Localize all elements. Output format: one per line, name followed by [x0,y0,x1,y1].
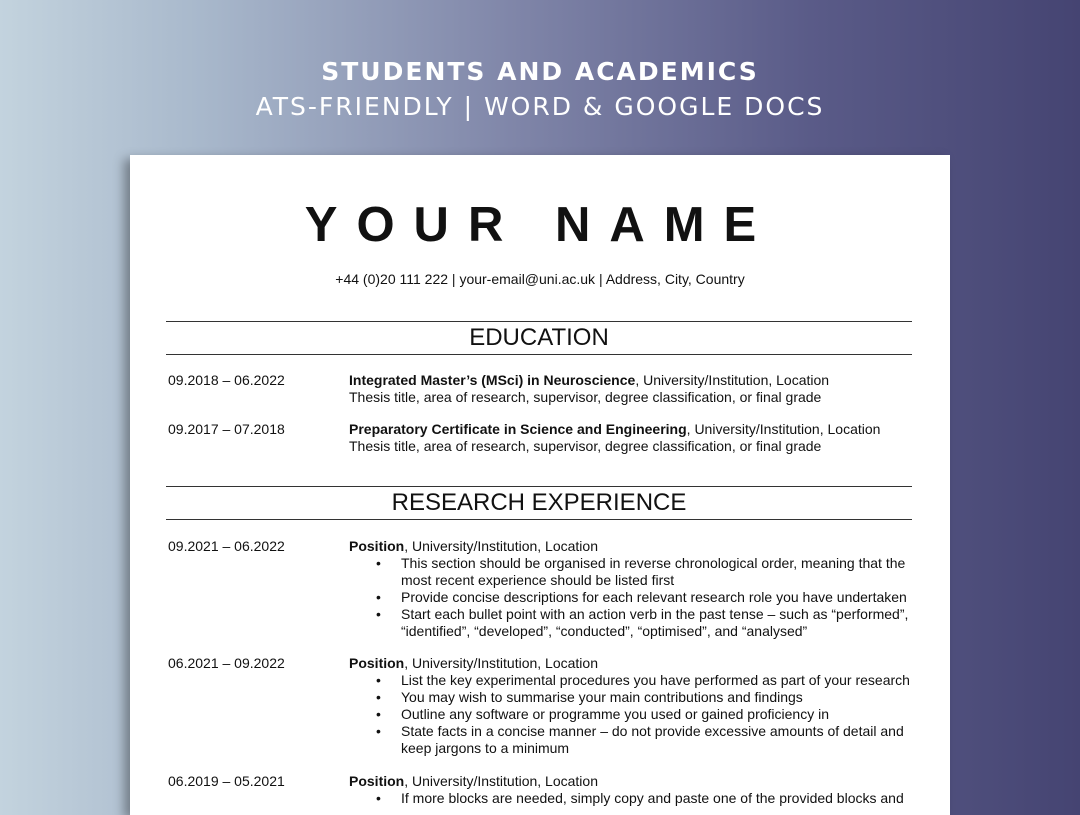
resume-page [130,155,950,815]
entry-title: Position [349,655,405,671]
entry-body [349,655,912,757]
entry-detail: Thesis title, area of research, supervisor, degree classification, or final grade [349,389,822,405]
entry-institution: , University/Institution, Location [404,773,598,789]
section-heading-research: RESEARCH EXPERIENCE [166,486,912,520]
resume-name: YOUR NAME [304,198,776,252]
bullet-item: • State facts in a concise manner – do not provide excessive amounts of detail and keep jargons to a minimum [401,723,912,757]
bullet-list [349,555,912,640]
entry-date: 06.2019 – 05.2021 [168,773,285,789]
bullet-item: • Outline any software or programme you used or gained proficiency in [401,706,912,723]
entry-detail: Thesis title, area of research, supervisor, degree classification, or final grade [349,438,822,454]
entry-date: 09.2018 – 06.2022 [168,372,285,388]
entry-institution: , University/Institution, Location [404,538,598,554]
bullet-item: • If more blocks are needed, simply copy and paste one of the provided blocks and [401,790,912,807]
entry-institution: , University/Institution, Location [686,421,881,437]
bullet-item: • You may wish to summarise your main contributions and findings [401,689,912,706]
entry-date: 06.2021 – 09.2022 [168,655,285,671]
banner-title: STUDENTS AND ACADEMICS [321,57,759,86]
entry-institution: , University/Institution, Location [635,372,830,388]
bullet-item: • List the key experimental procedures you have performed as part of your research [401,672,912,689]
section-heading-education: EDUCATION [166,321,912,355]
entry-title: Preparatory Certificate in Science and Engineering [349,421,687,437]
entry-institution: , University/Institution, Location [404,655,598,671]
entry-title: Integrated Master’s (MSci) in Neuroscience [349,372,636,388]
bullet-item: • Start each bullet point with an action verb in the past tense – such as “performed”, “identified”, “developed”, “conducted”, “optimised”, and “analysed” [401,606,912,640]
entry-title: Position [349,538,405,554]
entry-date: 09.2021 – 06.2022 [168,538,285,554]
bullet-item: • Provide concise descriptions for each relevant research role you have undertaken [401,589,912,606]
promo-banner [0,56,1080,126]
bullet-item: • This section should be organised in reverse chronological order, meaning that the most recent experience should be listed first [401,555,912,589]
bullet-list [349,672,912,757]
entry-body [349,773,912,807]
entry-body [349,538,912,640]
banner-subtitle: ATS-FRIENDLY | WORD & GOOGLE DOCS [255,92,825,121]
entry-title: Position [349,773,405,789]
resume-contact: +44 (0)20 111 222 | your-email@uni.ac.uk | Address, City, Country [335,271,745,287]
bullet-list [349,790,912,807]
entry-body [349,372,912,406]
entry-body [349,421,912,455]
entry-date: 09.2017 – 07.2018 [168,421,285,437]
